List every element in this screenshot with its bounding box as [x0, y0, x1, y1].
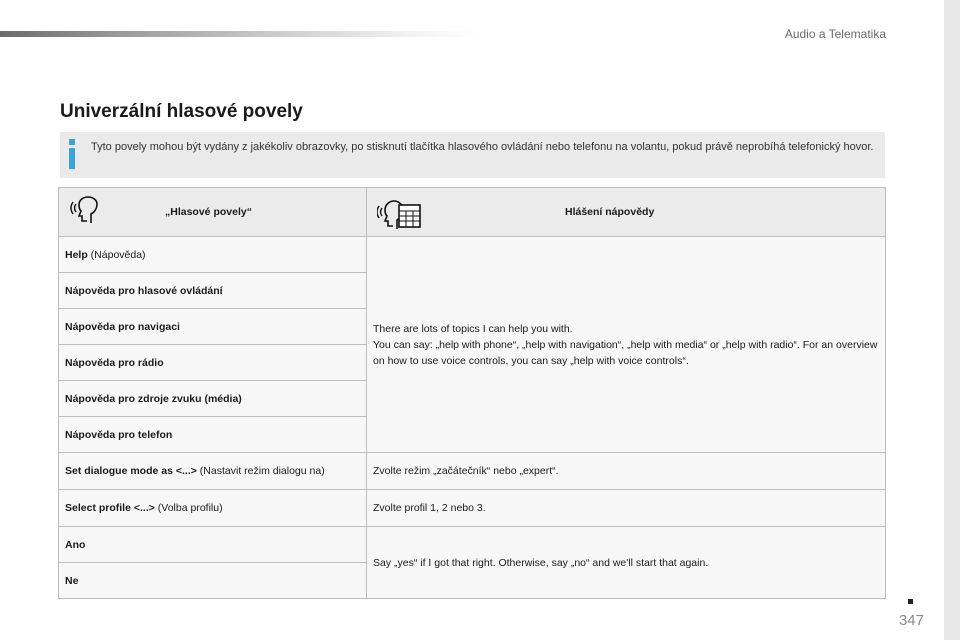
command-cell: Nápověda pro zdroje zvuku (média) — [59, 381, 367, 417]
voice-command-icon — [69, 196, 105, 226]
page-marker — [908, 599, 913, 604]
profile-response-cell: Zvolte profil 1, 2 nebo 3. — [367, 490, 886, 527]
info-icon — [68, 139, 76, 169]
help-response-line-1: There are lots of topics I can help you with. — [373, 322, 573, 335]
page-number: 347 — [898, 612, 924, 629]
info-text: Tyto povely mohou být vydány z jakékoliv obrazovky, po stisknutí tlačítka hlasového ovládání nebo telefonu na volantu, pokud právě neprobíhá telefonický hovor. — [91, 141, 874, 153]
info-box — [60, 132, 885, 178]
voice-commands-table — [58, 187, 886, 599]
command-cell: Select profile <...> (Volba profilu) — [59, 490, 367, 527]
command-cell: Nápověda pro hlasové ovládání — [59, 273, 367, 309]
table-row — [59, 527, 886, 563]
table-row — [59, 490, 886, 527]
header-gradient-bar — [0, 31, 480, 37]
command-cell: Help (Nápověda) — [59, 237, 367, 273]
responses-header — [367, 188, 886, 237]
section-title: Audio a Telematika — [784, 27, 886, 41]
confirm-response-cell: Say „yes“ if I got that right. Otherwise, say „no“ and we'll start that again. — [367, 527, 886, 599]
commands-header — [59, 188, 367, 237]
commands-header-label: „Hlasové povely“ — [165, 206, 252, 218]
command-cell: Nápověda pro navigaci — [59, 309, 367, 345]
page-title: Univerzální hlasové povely — [60, 101, 303, 122]
command-cell: Nápověda pro telefon — [59, 417, 367, 453]
help-response-cell — [367, 237, 886, 453]
page-edge-strip — [944, 0, 960, 640]
command-cell: Nápověda pro rádio — [59, 345, 367, 381]
voice-help-icon — [377, 196, 423, 230]
table-header-row — [59, 188, 886, 237]
table-row — [59, 237, 886, 273]
help-response-line-2: You can say: „help with phone“, „help with navigation“, „help with media“ or „help with radio“. For an overview on how to use voice controls, you can say „help with voice controls“. — [373, 338, 878, 367]
dialogue-response-cell: Zvolte režim „začátečník“ nebo „expert“. — [367, 453, 886, 490]
responses-header-label: Hlášení nápovědy — [565, 206, 655, 218]
command-cell: Ne — [59, 563, 367, 599]
command-cell: Ano — [59, 527, 367, 563]
command-cell: Set dialogue mode as <...> (Nastavit režim dialogu na) — [59, 453, 367, 490]
table-row — [59, 453, 886, 490]
